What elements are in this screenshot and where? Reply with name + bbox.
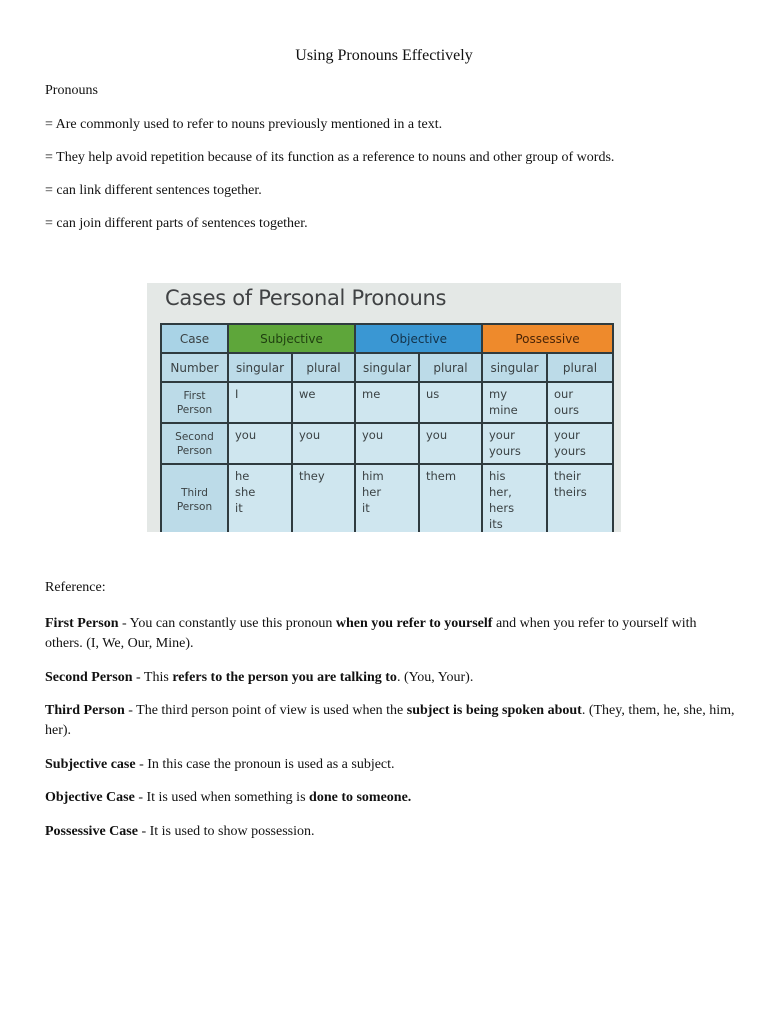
bullet-item: = can join different parts of sentences together. bbox=[45, 216, 308, 231]
reference-possessive-case: Possessive Case - It is used to show possession. bbox=[45, 824, 315, 839]
number-plural: plural bbox=[419, 353, 482, 382]
number-singular: singular bbox=[482, 353, 547, 382]
reference-first-person: First Person - You can constantly use this pronoun when you refer to yourself and when you refer to yourself with others. (I, We, Our, Mine). bbox=[45, 616, 697, 651]
table-cell: they bbox=[292, 464, 355, 532]
table-cell: your yours bbox=[547, 423, 613, 464]
table-cell: your yours bbox=[482, 423, 547, 464]
number-plural: plural bbox=[292, 353, 355, 382]
number-plural: plural bbox=[547, 353, 613, 382]
table-cell: you bbox=[355, 423, 419, 464]
header-possessive: Possessive bbox=[482, 324, 613, 353]
table-cell: their theirs bbox=[547, 464, 613, 532]
bullet-item: = Are commonly used to refer to nouns previously mentioned in a text. bbox=[45, 117, 443, 132]
table-cell: he she it bbox=[228, 464, 292, 532]
table-cell: I bbox=[228, 382, 292, 423]
reference-objective-case: Objective Case - It is used when something is done to someone. bbox=[45, 790, 412, 805]
figure-title: Cases of Personal Pronouns bbox=[165, 286, 447, 310]
pronoun-cases-table bbox=[160, 323, 614, 532]
table-cell: them bbox=[419, 464, 482, 532]
header-subjective: Subjective bbox=[228, 324, 355, 353]
table-cell: our ours bbox=[547, 382, 613, 423]
number-row bbox=[161, 353, 613, 382]
intro-heading: Pronouns bbox=[45, 83, 98, 98]
reference-heading: Reference: bbox=[45, 580, 106, 595]
reference-second-person: Second Person - This refers to the person you are talking to. (You, Your). bbox=[45, 670, 474, 685]
header-objective: Objective bbox=[355, 324, 482, 353]
table-cell: you bbox=[292, 423, 355, 464]
table-cell: his her, hers its bbox=[482, 464, 547, 532]
table-row bbox=[161, 464, 613, 532]
table-row bbox=[161, 423, 613, 464]
table-cell: we bbox=[292, 382, 355, 423]
table-cell: him her it bbox=[355, 464, 419, 532]
table-cell: my mine bbox=[482, 382, 547, 423]
row-label: Third Person bbox=[161, 464, 228, 532]
table-cell: us bbox=[419, 382, 482, 423]
table-cell: you bbox=[419, 423, 482, 464]
table-cell: you bbox=[228, 423, 292, 464]
row-label: First Person bbox=[161, 382, 228, 423]
bullet-item: = They help avoid repetition because of its function as a reference to nouns and other group of words. bbox=[45, 150, 615, 165]
reference-third-person: Third Person - The third person point of view is used when the subject is being spoken about. (They, them, he, she, him, her). bbox=[45, 703, 735, 738]
reference-subjective-case: Subjective case - In this case the pronoun is used as a subject. bbox=[45, 757, 395, 772]
number-singular: singular bbox=[355, 353, 419, 382]
table-row bbox=[161, 382, 613, 423]
number-label: Number bbox=[161, 353, 228, 382]
page-title: Using Pronouns Effectively bbox=[295, 47, 473, 64]
table-cell: me bbox=[355, 382, 419, 423]
pronoun-table-image bbox=[147, 283, 621, 532]
header-case: Case bbox=[161, 324, 228, 353]
table-header-row bbox=[161, 324, 613, 353]
bullet-item: = can link different sentences together. bbox=[45, 183, 262, 198]
row-label: Second Person bbox=[161, 423, 228, 464]
number-singular: singular bbox=[228, 353, 292, 382]
